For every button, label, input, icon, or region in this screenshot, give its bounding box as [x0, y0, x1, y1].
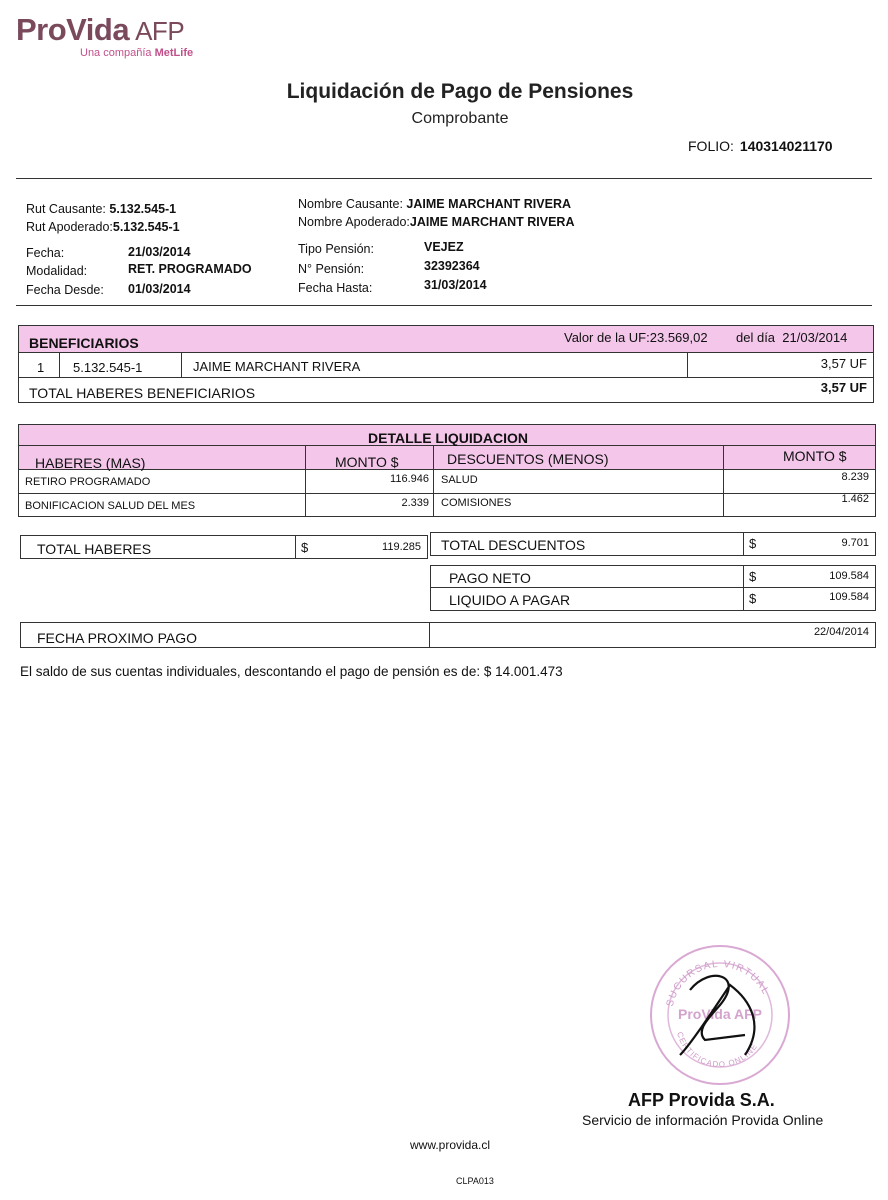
monto-header-right: MONTO $: [783, 448, 847, 464]
logo-tagline-prefix: Una compañía: [80, 47, 152, 59]
fecha-desde-label: Fecha Desde:: [26, 283, 104, 297]
beneficiario-num: 1: [37, 360, 45, 375]
descuento-row-label: COMISIONES: [441, 497, 512, 509]
haber-row-amount: 116.946: [390, 473, 429, 485]
nombre-apoderado-value: JAIME MARCHANT RIVERA: [409, 215, 575, 229]
rut-apoderado-label: Rut Apoderado:: [26, 220, 113, 234]
col-divider: [687, 352, 688, 377]
liquido-label: LIQUIDO A PAGAR: [449, 592, 571, 608]
descuento-row-label: SALUD: [441, 474, 478, 486]
saldo-text: El saldo de sus cuentas individuales, descontando el pago de pensión es de: $ 14.001.473: [20, 664, 563, 679]
folio: [688, 138, 833, 154]
beneficiario-rut: 5.132.545-1: [73, 360, 143, 375]
nombre-causante: [298, 197, 571, 211]
divider: [16, 305, 872, 306]
monto-header-left: MONTO $: [335, 454, 399, 470]
logo-tagline: [80, 47, 193, 59]
rut-causante-label: Rut Causante:: [26, 202, 106, 216]
stamp-top-text: SUCURSAL VIRTUAL: [664, 958, 772, 1008]
footer-website[interactable]: www.provida.cl: [410, 1138, 491, 1152]
row-divider: [19, 377, 873, 378]
stamp-graphic: [650, 945, 790, 1085]
svg-text:CERTIFICADO ONLINE: [675, 1031, 759, 1069]
fecha-hasta-label: Fecha Hasta:: [298, 281, 373, 295]
provida-logo: [16, 12, 184, 48]
del-dia-value: 21/03/2014: [782, 330, 848, 345]
folio-value: 140314021170: [739, 138, 833, 154]
total-descuentos-label: TOTAL DESCUENTOS: [441, 537, 586, 553]
folio-label: FOLIO:: [688, 138, 734, 154]
document-subtitle: Comprobante: [411, 110, 509, 127]
n-pension-value: 32392364: [424, 259, 480, 273]
rut-apoderado: [26, 220, 180, 234]
col-divider: [433, 445, 434, 517]
detalle-liquidacion-table: [18, 424, 876, 517]
liquido-currency: $: [749, 591, 757, 606]
divider: [16, 178, 872, 179]
total-beneficiarios-label: TOTAL HABERES BENEFICIARIOS: [29, 385, 256, 401]
rut-apoderado-value: 5.132.545-1: [112, 220, 180, 234]
total-haberes-box: [20, 535, 428, 559]
rut-causante-value: 5.132.545-1: [109, 202, 177, 216]
footer-company: AFP Provida S.A.: [628, 1090, 775, 1110]
haber-row-label: RETIRO PROGRAMADO: [25, 476, 151, 488]
fecha-hasta-value: 31/03/2014: [424, 278, 487, 292]
col-divider: [743, 533, 744, 555]
nombre-causante-label: Nombre Causante:: [298, 197, 403, 211]
logo-afp: AFP: [135, 16, 185, 46]
col-divider: [429, 623, 430, 647]
detalle-title: DETALLE LIQUIDACION: [368, 430, 528, 446]
total-haberes-value: 119.285: [382, 541, 421, 553]
uf-value: 23.569,02: [649, 330, 708, 345]
document-title: Liquidación de Pago de Pensiones: [286, 80, 634, 103]
stamp-bottom-text: CERTIFICADO ONLINE: [675, 1030, 760, 1070]
fecha-desde-value: 01/03/2014: [128, 282, 191, 296]
svg-text:SUCURSAL VIRTUAL: [665, 959, 772, 1008]
beneficiario-name: JAIME MARCHANT RIVERA: [193, 359, 361, 374]
pago-neto-label: PAGO NETO: [449, 570, 531, 586]
fecha-value: 21/03/2014: [128, 245, 191, 259]
col-divider: [295, 536, 296, 558]
col-divider: [59, 352, 60, 377]
proximo-pago-box: [20, 622, 876, 648]
proximo-pago-value: 22/04/2014: [813, 626, 869, 638]
fecha-label: Fecha:: [26, 246, 65, 260]
pago-box: [430, 565, 876, 611]
liquido-value: 109.584: [829, 591, 869, 603]
total-descuentos-currency: $: [749, 536, 757, 551]
del-dia: [736, 330, 847, 345]
modalidad-value: RET. PROGRAMADO: [128, 262, 252, 276]
descuentos-header: DESCUENTOS (MENOS): [447, 451, 609, 467]
footer-code: CLPA013: [456, 1176, 494, 1186]
total-haberes-label: TOTAL HABERES: [37, 541, 152, 557]
row-divider: [431, 587, 875, 588]
del-dia-label: del día: [736, 330, 776, 345]
beneficiarios-title: BENEFICIARIOS: [29, 335, 139, 351]
uf-label-text: Valor de la UF:: [564, 330, 650, 345]
beneficiario-amount: 3,57 UF: [820, 356, 867, 371]
descuento-row-amount: 8.239: [841, 471, 869, 483]
total-descuentos-value: 9.701: [841, 537, 869, 549]
pago-neto-currency: $: [749, 569, 757, 584]
logo-tagline-brand: MetLife: [154, 47, 194, 59]
n-pension-label: N° Pensión:: [298, 262, 365, 276]
footer-service: Servicio de información Provida Online: [582, 1112, 824, 1128]
beneficiarios-table: [18, 325, 874, 403]
nombre-apoderado: [298, 215, 574, 229]
nombre-causante-value: JAIME MARCHANT RIVERA: [406, 197, 571, 211]
total-haberes-currency: $: [301, 540, 309, 555]
haber-row-amount: 2.339: [401, 497, 429, 509]
modalidad-label: Modalidad:: [26, 264, 88, 278]
proximo-pago-label: FECHA PROXIMO PAGO: [37, 630, 197, 646]
col-divider: [181, 352, 182, 377]
descuento-row-amount: 1.462: [841, 493, 869, 505]
stamp-center-text: ProVida AFP: [677, 1006, 763, 1022]
haber-row-label: BONIFICACION SALUD DEL MES: [25, 500, 196, 512]
tipo-pension-label: Tipo Pensión:: [298, 242, 374, 256]
sucursal-virtual-stamp: [650, 945, 790, 1085]
total-beneficiarios-value: 3,57 UF: [820, 380, 867, 395]
tipo-pension-value: VEJEZ: [424, 240, 464, 254]
haberes-header: HABERES (MAS): [35, 455, 146, 471]
pago-neto-value: 109.584: [829, 570, 869, 582]
uf-label: [564, 330, 708, 345]
total-descuentos-box: [430, 532, 876, 556]
col-divider: [743, 566, 744, 610]
rut-causante: [26, 202, 176, 216]
nombre-apoderado-label: Nombre Apoderado:: [298, 215, 410, 229]
logo-brand: ProVida: [16, 12, 130, 47]
